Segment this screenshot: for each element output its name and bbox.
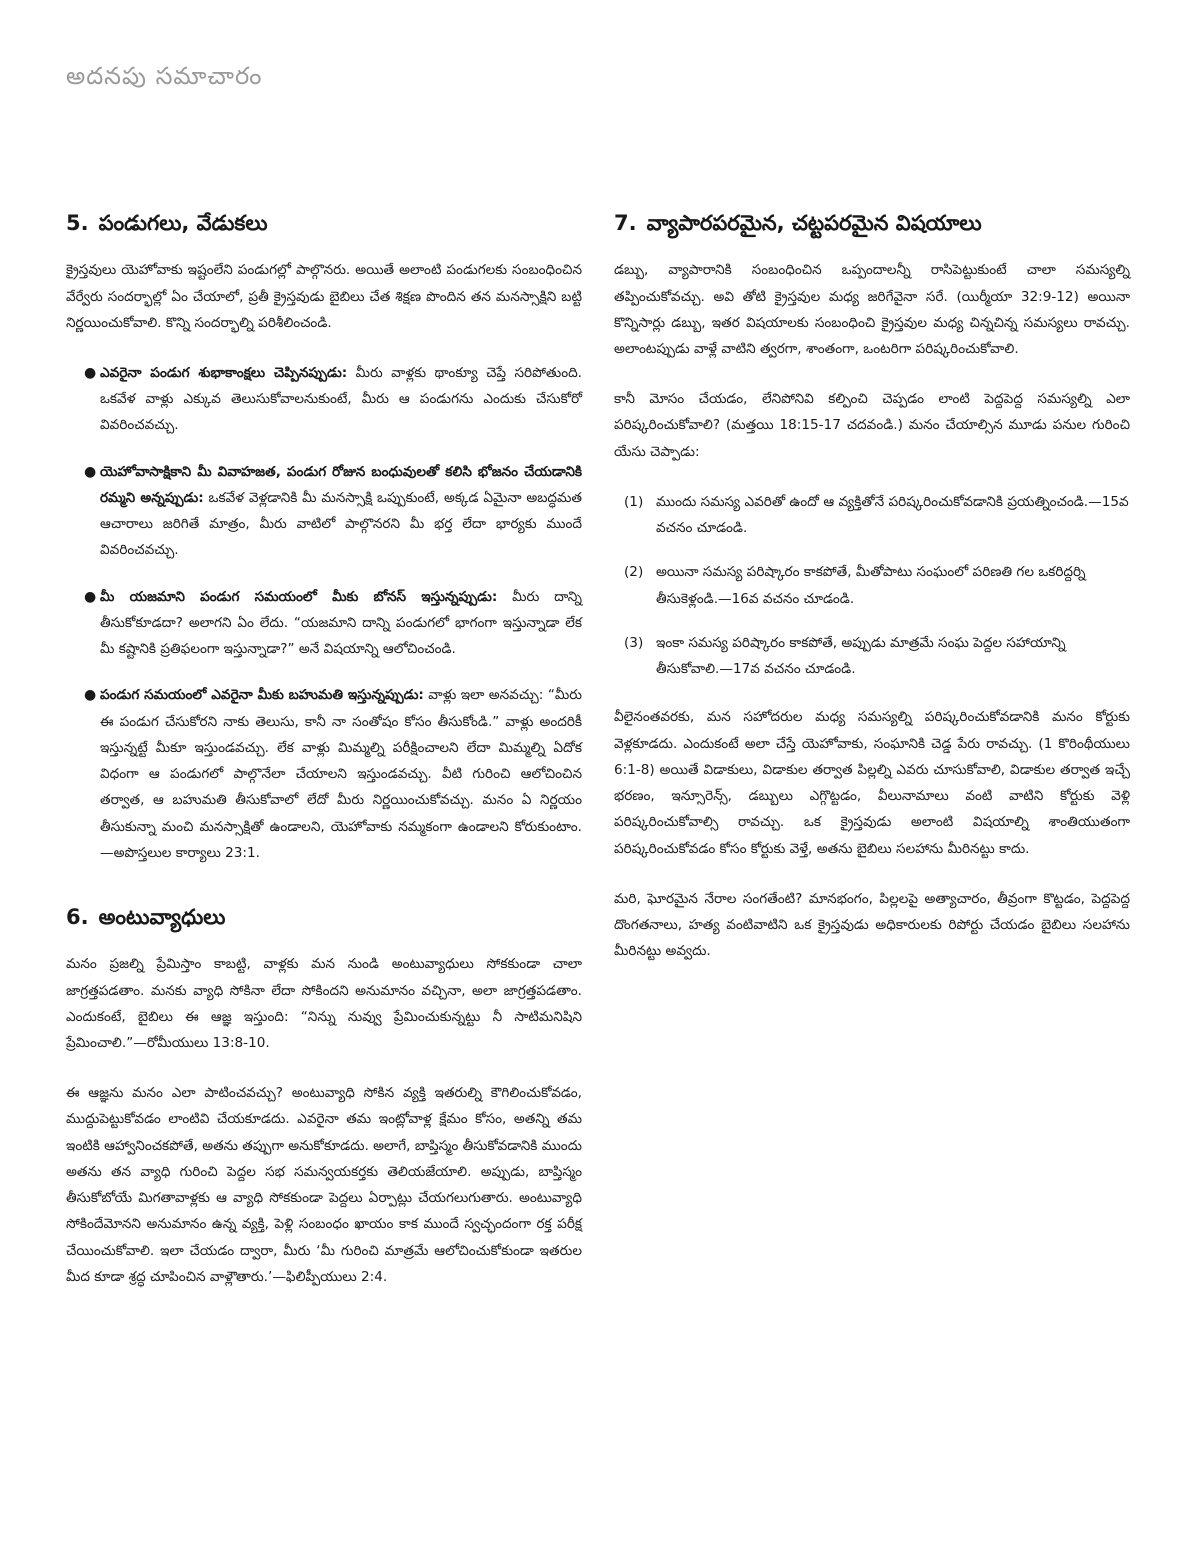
section-7-steps-list <box>614 489 1130 682</box>
section-6 <box>66 904 582 1290</box>
section-7-paragraph-2: కానీ మోసం చేయడం, లేనిపోనివి కల్పించి చెప్పడం లాంటి పెద్దపెద్ద సమస్యల్ని ఎలా పరిష్కరించుకోవాలి? (మత్తయి 18:15-17 చదవండి.) మనం చేయాల్సిన మూడు పనుల గురించి యేసు చెప్పాడు: <box>614 391 1130 460</box>
section-5-number: 5. <box>66 211 89 235</box>
section-7 <box>614 210 1130 964</box>
bullet-item <box>84 584 582 663</box>
step-number: (1) <box>624 493 644 510</box>
step-number: (3) <box>624 634 644 651</box>
section-7-paragraph-3: వీలైనంతవరకు, మన సహోదరుల మధ్య సమస్యల్ని పరిష్కరించుకోవడానికి మనం కోర్టుకు వెళ్లకూడదు. ఎందుకంటే అలా చేస్తే యెహోవాకు, సంఘానికి చెడ్డ పేరు రావచ్చు. (1 కొరింథీయులు 6:1-8) అయితే విడాకులు, విడాకుల తర్వాత పిల్లల్ని ఎవరు చూసుకోవాలి, విడాకుల తర్వాత ఇచ్చే భరణం, ఇన్సూరెన్స్, డబ్బులు ఎగ్గొట్టడం, వీలునామాలు వంటి వాటిని కోర్టుకు వెళ్లి పరిష్కరించుకోవాల్సి రావచ్చు. ఒక క్రైస్తవుడు అలాంటి విషయాల్ని శాంతియుతంగా పరిష్కరించుకోవడం కోసం కోర్టుకు వెళ్తే, అతను బైబిలు సలహాను మీరినట్టు కాదు. <box>614 709 1130 857</box>
section-6-paragraph-2: ఈ ఆజ్ఞను మనం ఎలా పాటించవచ్చు? అంటువ్యాధి సోకిన వ్యక్తి ఇతరుల్ని కౌగిలించుకోవడం, ముద్దుపెట్టుకోవడం లాంటివి చేయకూడదు. ఎవరైనా తమ ఇంట్లోవాళ్ల క్షేమం కోసం, అతన్ని తమ ఇంటికి ఆహ్వానించకపోతే, అతను తప్పుగా అనుకోకూడదు. అలాగే, బాప్తిస్మం తీసుకోవడానికి ముందు అతను తన వ్యాధి గురించి పెద్దల సభ సమన్వయకర్తకు తెలియజేయాలి. అప్పుడు, బాప్తిస్మం తీసుకోబోయే మిగతావాళ్లకు ఆ వ్యాధి సోకకుండా పెద్దలు ఏర్పాట్లు చేయగలుగుతారు. అంటువ్యాధి సోకిందేమోనని అనుమానం ఉన్న వ్యక్తి, పెళ్లి సంబంధం ఖాయం కాక ముందే స్వచ్ఛందంగా రక్త పరీక్ష చేయించుకోవాలి. ఇలా చేయడం ద్వారా, మీరు ‘మీ గురించి మాత్రమే ఆలోచించుకోకుండా ఇతరుల మీద కూడా శ్రద్ధ చూపించిన వాళ్లౌతారు.’—ఫిలిప్పీయులు 2:4. <box>66 1085 582 1285</box>
running-head: అదనపు సమాచారం <box>66 62 263 90</box>
section-7-paragraph-1: డబ్బు, వ్యాపారానికి సంబంధించిన ఒప్పందాలన్నీ రాసిపెట్టుకుంటే చాలా సమస్యల్ని తప్పించుకోవచ్చు. అవి తోటి క్రైస్తవుల మధ్య జరిగేవైనా సరే. (యిర్మీయా 32:9-12) అయినా కొన్నిసార్లు డబ్బు, ఇతర విషయాలకు సంబంధించి క్రైస్తవుల మధ్య చిన్నచిన్న సమస్యలు రావచ్చు. అలాంటప్పుడు వాళ్లే వాటిని త్వరగా, శాంతంగా, ఒంటరిగా పరిష్కరించుకోవాలి. <box>614 262 1130 357</box>
step-number: (2) <box>624 564 644 581</box>
step-text: ఇంకా సమస్య పరిష్కారం కాకపోతే, అప్పుడు మాత్రమే సంఘ పెద్దల సహాయాన్ని తీసుకోవాలి.—17వ వచనం చూడండి. <box>656 634 1066 678</box>
section-6-heading <box>66 904 582 931</box>
section-5-heading <box>66 210 582 237</box>
section-7-title: వ్యాపారపరమైన, చట్టపరమైన విషయాలు <box>646 211 982 235</box>
section-6-paragraph-1: మనం ప్రజల్ని ప్రేమిస్తాం కాబట్టి, వాళ్లకు మన నుండి అంటువ్యాధులు సోకకుండా చాలా జాగ్రత్తపడతాం. మనకు వ్యాధి సోకినా లేదా సోకిందని అనుమానం వచ్చినా, అలా జాగ్రత్తపడతాం. ఎందుకంటే, బైబిలు ఈ ఆజ్ఞ ఇస్తుంది: “నిన్ను నువ్వు ప్రేమించుకున్నట్టు నీ సాటిమనిషిని ప్రేమించాలి.”—రోమీయులు 13:8-10. <box>66 956 582 1051</box>
bullet-item <box>84 360 582 439</box>
bullet-text: ఒకవేళ వెళ్లడానికి మీ మనస్సాక్షి ఒప్పుకుంటే, అక్కడ ఏమైనా అబద్ధమత ఆచారాలు జరిగితే మాత్రం, మీరు వాటిలో పాల్గొనరని మీ భర్త లేదా భార్యకు ముందే వివరించవచ్చు. <box>100 489 582 559</box>
section-5 <box>66 210 582 866</box>
left-column <box>66 210 582 1314</box>
bullet-icon: ● <box>84 463 97 480</box>
step-item <box>624 559 1130 611</box>
section-7-paragraph-4: మరి, ఘోరమైన నేరాల సంగతేంటి? మానభంగం, పిల్లలపై అత్యాచారం, తీవ్రంగా కొట్టడం, పెద్దపెద్ద దొంగతనాలు, హత్య వంటివాటిని ఒక క్రైస్తవుడు అధికారులకు రిపోర్టు చేయడం బైబిలు సలహాను మీరినట్టు అవ్వదు. <box>614 890 1130 960</box>
section-5-title: పండుగలు, వేడుకలు <box>98 211 268 235</box>
section-5-bullet-list <box>66 360 582 866</box>
bullet-lead: యెహోవాసాక్షికాని మీ వివాహజత, పండుగ రోజున బంధువులతో కలిసి భోజనం చేయడానికి రమ్మని అన్నప్పుడు: <box>100 463 582 506</box>
bullet-text: మీరు దాన్ని తీసుకోకూడదా? అలాగని ఏం లేదు. “యజమాని దాన్ని పండుగలో భాగంగా ఇస్తున్నాడా లేక మీ కష్టానికి ప్రతిఫలంగా ఇస్తున్నాడా?” అనే విషయాన్ని ఆలోచించండి. <box>100 588 582 658</box>
step-item <box>624 630 1130 682</box>
bullet-item <box>84 459 582 564</box>
section-6-number: 6. <box>66 904 89 929</box>
section-7-heading <box>614 210 1130 237</box>
bullet-icon: ● <box>84 365 97 381</box>
bullet-lead: పండుగ సమయంలో ఎవరైనా మీకు బహుమతి ఇస్తున్నప్పుడు: <box>100 687 424 704</box>
bullet-lead: మీ యజమాని పండుగ సమయంలో మీకు బోనస్ ఇస్తున్నప్పుడు: <box>100 588 498 605</box>
bullet-icon: ● <box>84 687 97 704</box>
right-column <box>614 210 1130 988</box>
step-text: ముందు సమస్య ఎవరితో ఉందో ఆ వ్యక్తితోనే పరిష్కరించుకోవడానికి ప్రయత్నించండి.—15వ వచనం చూడండి. <box>656 493 1129 537</box>
step-text: అయినా సమస్య పరిష్కారం కాకపోతే, మీతోపాటు సంఘంలో పరిణతి గల ఒకరిద్దర్ని తీసుకెళ్లండి.—16వ వచనం చూడండి. <box>656 564 1086 607</box>
section-6-title: అంటువ్యాధులు <box>98 904 226 929</box>
bullet-text: వాళ్లు ఇలా అనవచ్చు: “మీరు ఈ పండుగ చేసుకోరని నాకు తెలుసు, కానీ నా సంతోషం కోసం తీసుకోండి.” వాళ్లు అందరికీ ఇస్తున్నట్టే మీకూ ఇస్తుండవచ్చు. లేక వాళ్లు మిమ్మల్ని పరీక్షించాలని లేదా మిమ్మల్ని ఏదోక విధంగా ఆ పండుగలో పాల్గొనేలా చేయాలని ఇస్తుండవచ్చు. వీటి గురించి ఆలోచించిన తర్వాత, ఆ బహుమతి తీసుకోవాలో లేదో మీరు నిర్ణయించుకోవచ్చు. మనం ఏ నిర్ణయం తీసుకున్నా మంచి మనస్సాక్షితో ఉండాలని, యెహోవాకు నమ్మకంగా ఉండాలని కోరుకుంటాం.—అపొస్తలుల కార్యాలు 23:1. <box>100 687 583 861</box>
bullet-icon: ● <box>84 588 97 605</box>
section-5-intro: క్రైస్తవులు యెహోవాకు ఇష్టంలేని పండుగల్లో పాల్గొనరు. అయితే అలాంటి పండుగలకు సంబంధించిన వేర్వేరు సందర్భాల్లో ఏం చేయాలో, ప్రతీ క్రైస్తవుడు బైబిలు చేత శిక్షణ పొందిన తన మనస్సాక్షిని బట్టి నిర్ణయించుకోవాలి. కొన్ని సందర్భాల్ని పరిశీలించండి. <box>66 262 582 331</box>
step-item <box>624 489 1130 541</box>
section-7-number: 7. <box>614 211 637 235</box>
bullet-lead: ఎవరైనా పండుగ శుభాకాంక్షలు చెప్పినప్పుడు: <box>100 365 348 381</box>
bullet-item <box>84 682 582 866</box>
bullet-text: మీరు వాళ్లకు థాంక్యూ చెప్తే సరిపోతుంది. ఒకవేళ వాళ్లు ఎక్కువ తెలుసుకోవాలనుకుంటే, మీరు ఆ పండుగను ఎందుకు చేసుకోరో వివరించవచ్చు. <box>100 365 582 434</box>
